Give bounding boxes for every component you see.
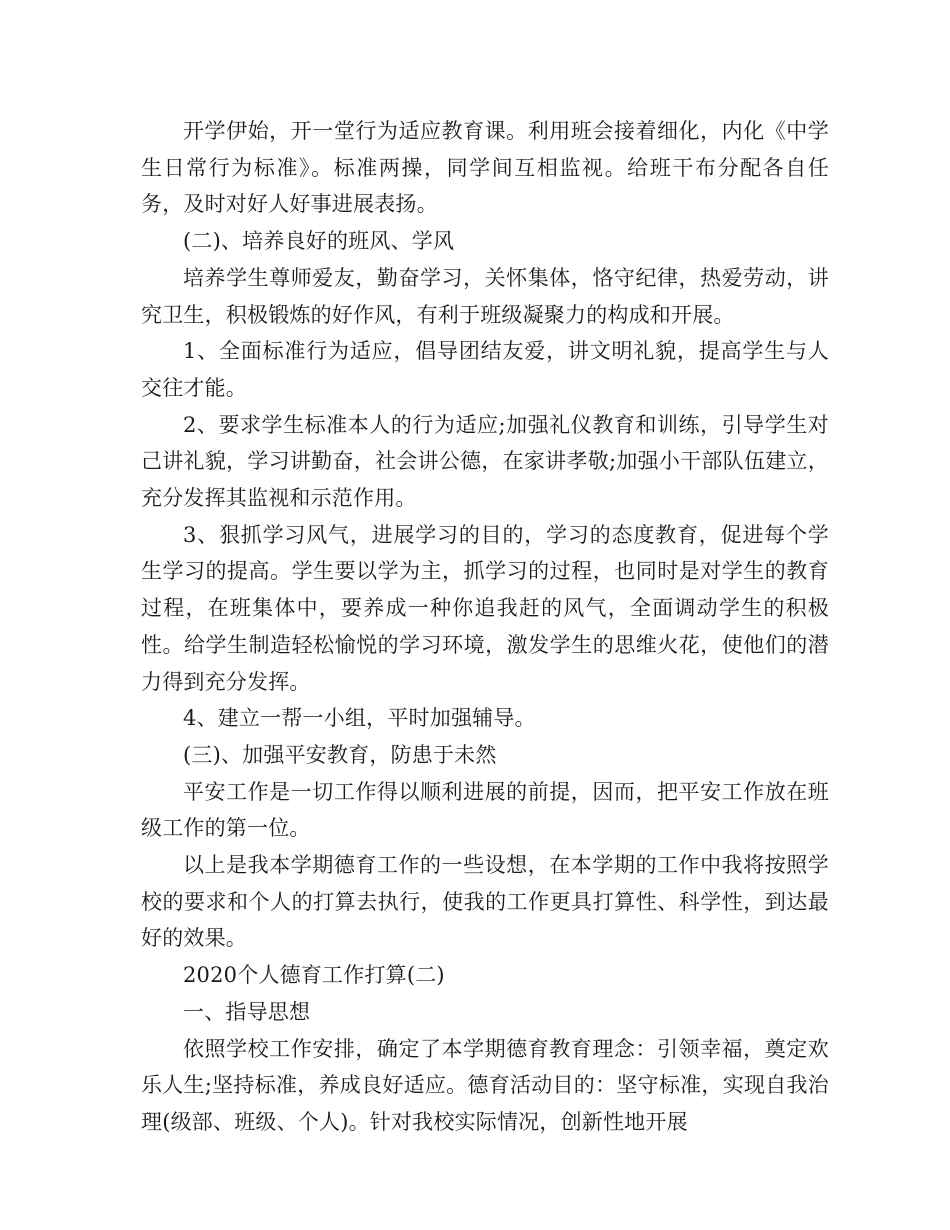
list-item-1: 1、全面标准行为适应，倡导团结友爱，讲文明礼貌，提高学生与人交往才能。: [141, 339, 829, 400]
section-title-plan-two: 2020个人德育工作打算(二): [183, 963, 445, 988]
paragraph-class-cohesion: 培养学生尊师爱友，勤奋学习，关怀集体，恪守纪律，热爱劳动，讲究卫生，积极锻炼的好作风，有利于班级凝聚力的构成和开展。: [141, 265, 829, 327]
list-item-3: 3、狠抓学习风气，进展学习的目的，学习的态度教育，促进每个学生学习的提高。学生要以学为主，抓学习的过程，也同时是对学生的教育过程，在班集体中，要养成一种你追我赶的风气，全面调动学生的积极性。给学生制造轻松愉悦的学习环境，激发学生的思维火花，使他们的潜力得到充分发挥。: [141, 522, 829, 694]
list-item-4: 4、建立一帮一小组，平时加强辅导。: [183, 706, 536, 731]
paragraph-conclusion: 以上是我本学期德育工作的一些设想，在本学期的工作中我将按照学校的要求和个人的打算去执行，使我的工作更具打算性、科学性，到达最好的效果。: [141, 853, 829, 951]
heading-class-style: (二)、培养良好的班风、学风: [183, 229, 455, 254]
heading-guiding-thought: 一、指导思想: [183, 999, 311, 1024]
list-item-2: 2、要求学生标准本人的行为适应;加强礼仪教育和训练，引导学生对己讲礼貌，学习讲勤奋，社会讲公德，在家讲孝敬;加强小干部队伍建立，充分发挥其监视和示范作用。: [141, 412, 829, 511]
paragraph-guiding-thought: 依照学校工作安排，确定了本学期德育教育理念：引领幸福，奠定欢乐人生;坚持标准，养成良好适应。德育活动目的：坚守标准，实现自我治理(级部、班级、个人)。针对我校实际情况，创新性地开展: [141, 1036, 829, 1134]
paragraph-safety-work: 平安工作是一切工作得以顺利进展的前提，因而，把平安工作放在班级工作的第一位。: [141, 779, 829, 841]
heading-safety-education: (三)、加强平安教育，防患于未然: [183, 742, 497, 767]
paragraph-behavior-course: 开学伊始，开一堂行为适应教育课。利用班会接着细化，内化《中学生日常行为标准》。标准两操，同学间互相监视。给班干布分配各自任务，及时对好人好事进展表扬。: [141, 119, 829, 217]
document-body: [141, 113, 829, 1141]
